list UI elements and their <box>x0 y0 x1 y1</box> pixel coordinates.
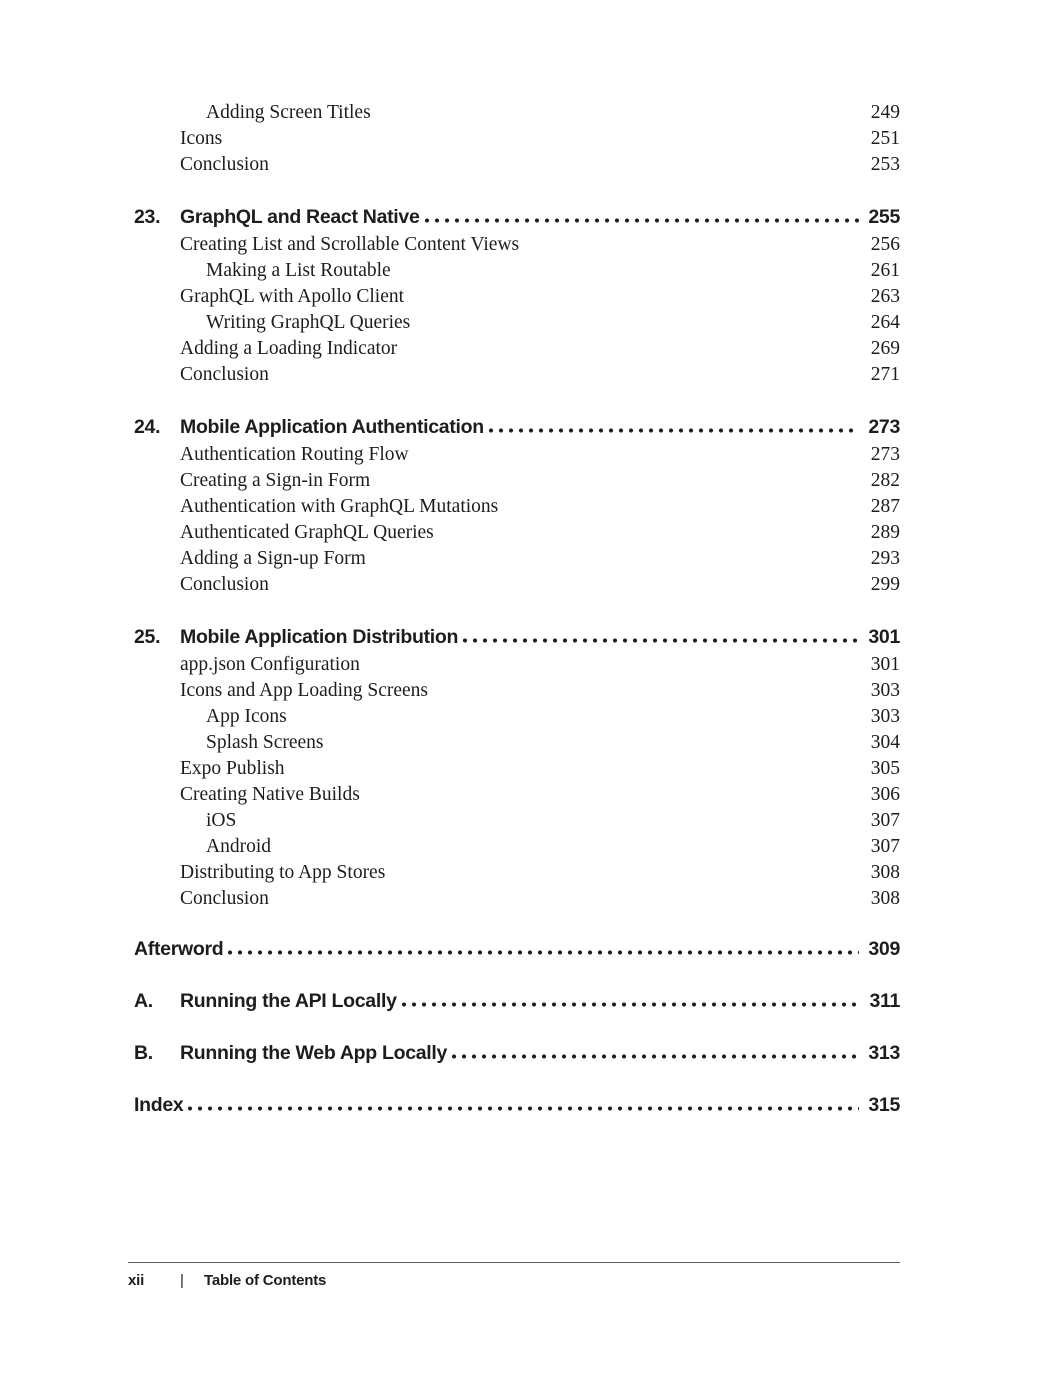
toc-entry-title: Conclusion <box>180 888 269 909</box>
toc-section-row <box>134 756 900 782</box>
toc-entry-page: 299 <box>870 574 900 595</box>
toc-backmatter-row <box>134 1090 900 1120</box>
toc-entry-number: 25. <box>134 626 161 648</box>
toc-entry-title: Index <box>134 1094 184 1116</box>
toc-entry-title: iOS <box>206 810 237 831</box>
toc-entry-page: 289 <box>870 522 900 543</box>
toc-entry-page: 315 <box>868 1094 900 1116</box>
toc-entry-page: 271 <box>870 364 900 385</box>
toc-entry-page: 256 <box>870 234 900 255</box>
toc-section-row <box>134 468 900 494</box>
toc-entry-title: Icons and App Loading Screens <box>180 680 429 701</box>
toc-entry-title: Running the API Locally <box>180 990 397 1012</box>
toc-entry-page: 307 <box>870 810 900 831</box>
toc-entry-page: 303 <box>870 706 900 727</box>
toc-chapter-row <box>134 622 900 652</box>
toc-entry-title: Adding Screen Titles <box>206 102 371 123</box>
footer-page-number: xii <box>128 1272 145 1289</box>
table-of-contents <box>134 100 900 1120</box>
toc-section-row <box>134 730 900 756</box>
toc-entry-title: Android <box>206 836 271 857</box>
toc-section-row <box>134 152 900 178</box>
toc-entry-page: 273 <box>870 444 900 465</box>
toc-entry-title: Creating List and Scrollable Content Views <box>180 234 520 255</box>
toc-entry-title: app.json Configuration <box>180 654 360 675</box>
toc-entry-page: 282 <box>870 470 900 491</box>
toc-entry-page: 269 <box>870 338 900 359</box>
toc-entry-title: Authenticated GraphQL Queries <box>180 522 434 543</box>
toc-entry-page: 305 <box>870 758 900 779</box>
toc-backmatter-row <box>134 986 900 1016</box>
toc-section-row <box>134 284 900 310</box>
toc-entry-title: Afterword <box>134 938 224 960</box>
toc-entry-page: 309 <box>868 938 900 960</box>
toc-entry-title: Expo Publish <box>180 758 285 779</box>
toc-entry-page: 306 <box>870 784 900 805</box>
toc-section-row <box>134 572 900 598</box>
toc-entry-title: Conclusion <box>180 574 269 595</box>
toc-entry-page: 303 <box>870 680 900 701</box>
toc-entry-title: Running the Web App Locally <box>180 1042 448 1064</box>
toc-entry-page: 253 <box>870 154 900 175</box>
toc-section-row <box>134 520 900 546</box>
toc-entry-page: 293 <box>870 548 900 569</box>
toc-entry-page: 304 <box>870 732 900 753</box>
toc-entry-title: Mobile Application Distribution <box>180 626 459 648</box>
toc-entry-number: B. <box>134 1042 153 1064</box>
dot-leader <box>460 638 859 643</box>
toc-entry-title: Conclusion <box>180 154 269 175</box>
toc-section-row <box>134 546 900 572</box>
toc-section-row <box>134 362 900 388</box>
toc-section-row <box>134 258 900 284</box>
toc-entry-page: 251 <box>870 128 900 149</box>
toc-entry-page: 301 <box>868 626 900 648</box>
footer-separator: | <box>180 1272 184 1289</box>
toc-entry-title: GraphQL and React Native <box>180 206 420 228</box>
toc-entry-page: 263 <box>870 286 900 307</box>
toc-section-row <box>134 808 900 834</box>
toc-backmatter-row <box>134 1038 900 1068</box>
footer-section-label: Table of Contents <box>204 1272 327 1289</box>
toc-section-row <box>134 678 900 704</box>
toc-entry-title: Mobile Application Authentication <box>180 416 484 438</box>
dot-leader <box>422 218 860 223</box>
toc-entry-title: Creating Native Builds <box>180 784 360 805</box>
toc-entry-title: Conclusion <box>180 364 269 385</box>
toc-entry-title: Adding a Sign-up Form <box>180 548 366 569</box>
toc-entry-title: Creating a Sign-in Form <box>180 470 371 491</box>
toc-section-row <box>134 782 900 808</box>
toc-chapter-row <box>134 202 900 232</box>
toc-section-row <box>134 860 900 886</box>
toc-section-row <box>134 494 900 520</box>
dot-leader <box>399 1002 861 1007</box>
toc-entry-page: 249 <box>870 102 900 123</box>
toc-section-row <box>134 886 900 912</box>
toc-entry-page: 311 <box>869 990 900 1012</box>
dot-leader <box>225 950 859 955</box>
dot-leader <box>185 1106 859 1111</box>
toc-entry-page: 255 <box>868 206 900 228</box>
toc-entry-title: Splash Screens <box>206 732 324 753</box>
toc-section-row <box>134 704 900 730</box>
toc-entry-title: Adding a Loading Indicator <box>180 338 398 359</box>
toc-section-row <box>134 310 900 336</box>
toc-entry-title: Distributing to App Stores <box>180 862 386 883</box>
toc-entry-page: 261 <box>870 260 900 281</box>
toc-section-row <box>134 336 900 362</box>
dot-leader <box>449 1054 859 1059</box>
toc-entry-title: Authentication with GraphQL Mutations <box>180 496 499 517</box>
toc-entry-page: 264 <box>870 312 900 333</box>
toc-entry-page: 308 <box>870 862 900 883</box>
toc-section-row <box>134 442 900 468</box>
toc-entry-page: 308 <box>870 888 900 909</box>
toc-entry-page: 301 <box>870 654 900 675</box>
toc-entry-number: 23. <box>134 206 161 228</box>
toc-entry-number: 24. <box>134 416 161 438</box>
toc-entry-number: A. <box>134 990 153 1012</box>
toc-entry-title: Authentication Routing Flow <box>180 444 409 465</box>
toc-entry-title: Icons <box>180 128 223 149</box>
toc-entry-page: 287 <box>870 496 900 517</box>
toc-section-row <box>134 100 900 126</box>
toc-entry-title: App Icons <box>206 706 287 727</box>
page-footer <box>128 1262 900 1289</box>
toc-section-row <box>134 232 900 258</box>
toc-entry-page: 307 <box>870 836 900 857</box>
toc-section-row <box>134 126 900 152</box>
dot-leader <box>486 428 859 433</box>
toc-section-row <box>134 834 900 860</box>
toc-entry-page: 313 <box>868 1042 900 1064</box>
toc-chapter-row <box>134 412 900 442</box>
toc-backmatter-row <box>134 934 900 964</box>
toc-entry-title: GraphQL with Apollo Client <box>180 286 405 307</box>
toc-entry-title: Making a List Routable <box>206 260 391 281</box>
toc-section-row <box>134 652 900 678</box>
toc-entry-page: 273 <box>868 416 900 438</box>
toc-entry-title: Writing GraphQL Queries <box>206 312 411 333</box>
